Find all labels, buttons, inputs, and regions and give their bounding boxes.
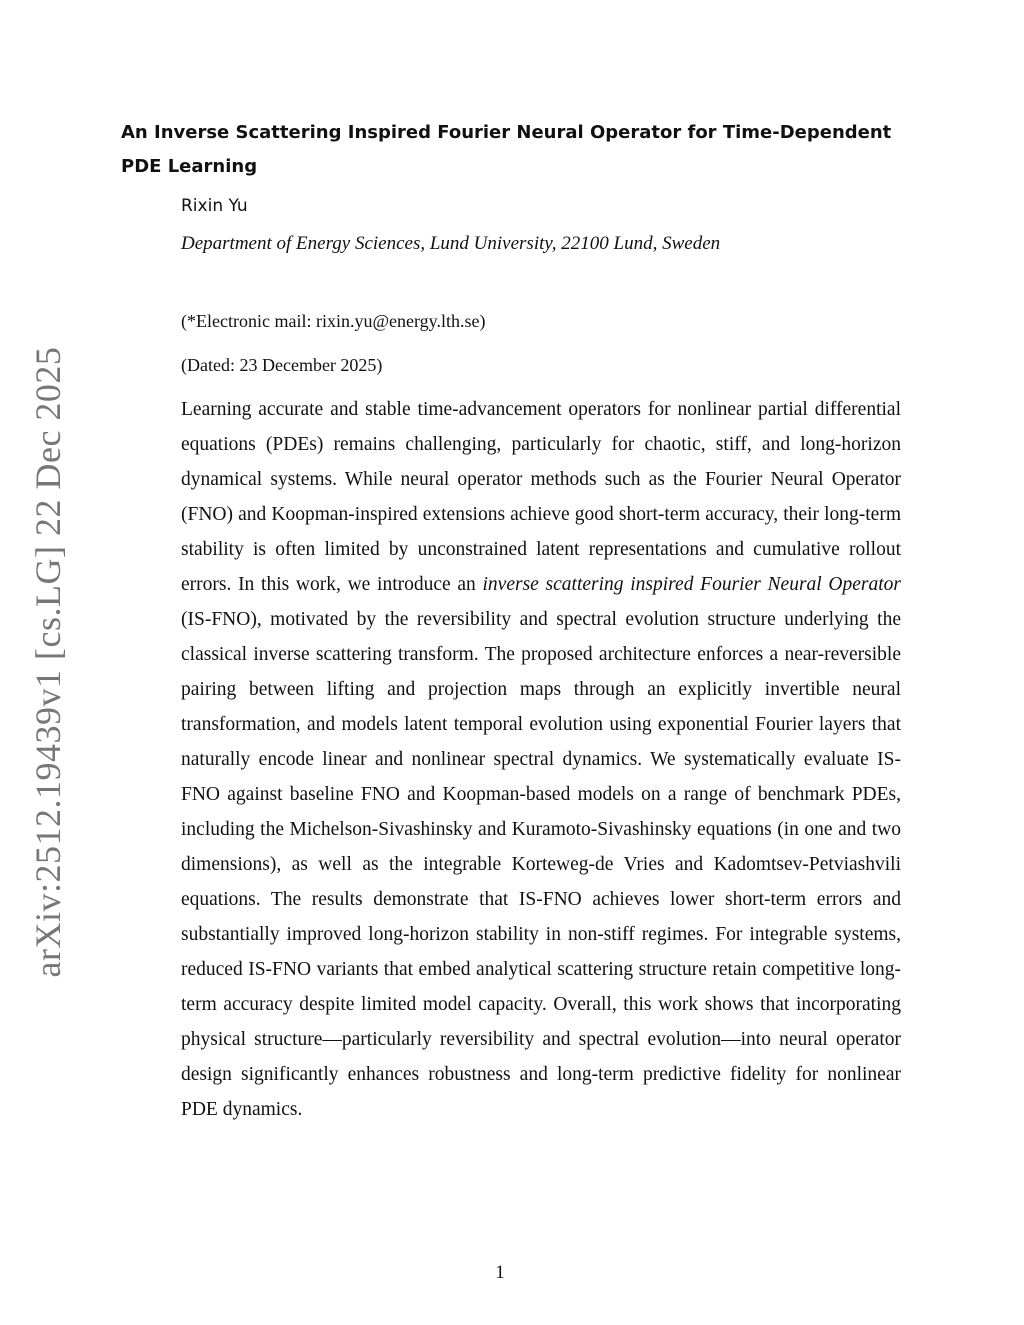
date-line: (Dated: 23 December 2025) [181, 355, 383, 375]
abstract-text-part-1: Learning accurate and stable time-advancement operators for nonlinear partial differential equations (PDEs) remains challenging, particularly for chaotic, stiff, and long-horizon dynamical systems. While neural operator methods such as the Fourier Neural Operator (FNO) and Koopman-inspired extensions achieve good short-term accuracy, their long-term stability is often limited by unconstrained latent representations and cumulative rollout errors. In this work, we introduce an [181, 399, 901, 595]
author-name: Rixin Yu [181, 196, 248, 216]
arxiv-identifier: arXiv:2512.19439v1 [cs.LG] 22 Dec 2025 [28, 346, 68, 978]
author-email: (*Electronic mail: rixin.yu@energy.lth.se) [181, 311, 486, 331]
abstract-emphasis: inverse scattering inspired Fourier Neural Operator [482, 574, 902, 595]
author-affiliation: Department of Energy Sciences, Lund University, 22100 Lund, Sweden [181, 233, 721, 254]
page-number: 1 [495, 1262, 505, 1283]
paper-title: An Inverse Scattering Inspired Fourier Neural Operator for Time-Dependent PDE Learning [121, 122, 892, 177]
abstract-text-part-2: (IS-FNO), motivated by the reversibility and spectral evolution structure underlying the classical inverse scattering transform. The proposed architecture enforces a near-reversible pairing between lifting and projection maps through an explicitly invertible neural transformation, and models latent temporal evolution using exponential Fourier layers that naturally encode linear and nonlinear spectral dynamics. We systematically evaluate IS-FNO against baseline FNO and Koopman-based models on a range of benchmark PDEs, including the Michelson-Sivashinsky and Kuramoto-Sivashinsky equations (in one and two dimensions), as well as the integrable Korteweg-de Vries and Kadomtsev-Petviashvili equations. The results demonstrate that IS-FNO achieves lower short-term errors and substantially improved long-horizon stability in non-stiff regimes. For integrable systems, reduced IS-FNO variants that embed analytical scattering structure retain competitive long-term accuracy despite limited model capacity. Overall, this work shows that incorporating physical structure—particularly reversibility and spectral evolution—into neural operator design significantly enhances robustness and long-term predictive fidelity for nonlinear PDE dynamics. [181, 609, 901, 1120]
abstract [181, 392, 901, 1127]
